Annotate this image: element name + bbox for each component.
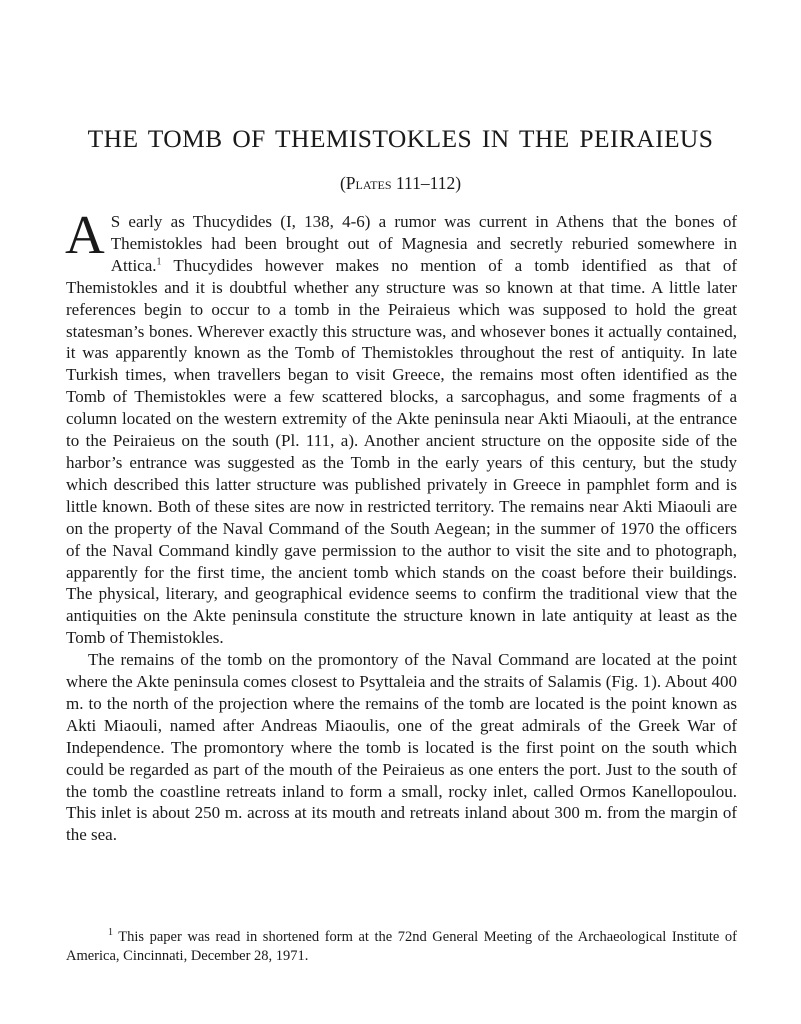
paragraph-1-text-b: Thucydides however makes no mention of a tomb identified as that of Themistokles and it is doubtful whether any structure was so known at that time. A little later references begin to occur to a tomb in the Peiraieus which was supposed to hold the great statesman’s bones. Wherever exactly this structure was, and whosever bones it actually contained, it was apparently known as the Tomb of Themistokles throughout the rest of antiquity. In late Turkish times, when travellers began to visit Greece, the remains most often identified as the Tomb of Themistokles were a few scattered blocks, a sarcophagus, and some fragments of a column located on the western extremity of the Akte peninsula near Akti Miaouli, at the entrance to the Peiraieus on the south (Pl. 111, a). Another ancient structure on the opposite side of the harbor’s entrance was suggested as the Tomb in the early years of this century, but the study which described this latter structure was published privately in Greece in pamphlet form and is little known. Both of these sites are now in restricted territory. The remains near Akti Miaouli are on the property of the Naval Command of the South Aegean; in the summer of 1970 the officers of the Naval Command kindly gave permission to the author to visit the site and to photograph, apparently for the first time, the ancient tomb which stands on the coast before their buildings. The physical, literary, and geographical evidence seems to confirm the traditional view that the antiquities on the Akte peninsula constitute the structure known in late antiquity at least as the Tomb of Themistokles.: [66, 255, 737, 648]
paragraph-1: [65, 204, 737, 649]
plates-open-paren: (: [339, 173, 346, 193]
drop-cap: A: [65, 204, 105, 265]
paragraph-2: The remains of the tomb on the promontory of the Naval Command are located at the point where the Akte peninsula comes closest to Psyttaleia and the straits of Salamis (Fig. 1). About 400 m. to the north of the projection where the remains of the tomb are located is the point known as Akti Miaouli, named after Andreas Miaoulis, one of the great admirals of the Greek War of Independence. The promontory where the tomb is located is the first point on the south which could be regarded as part of the mouth of the Peiraieus as one enters the port. Just to the south of the tomb the coastline retreats inland to form a small, rocky inlet, called Ormos Kanellopoulou. This inlet is about 250 m. across at its mouth and retreats inland about 300 m. from the margin of the sea.: [66, 650, 737, 845]
plates-reference: [0, 172, 801, 194]
plates-word: Plates: [345, 173, 392, 193]
footnote-marker: 1: [108, 927, 113, 939]
footnote-1: [66, 928, 737, 966]
paragraph-1-text-a: S early as Thucydides (I, 138, 4-6) a rumor was current in Athens that the bones of Themistokles had been brought out of Magnesia and secretly reburied somewhere in Attica.: [110, 212, 737, 275]
plates-numbers: 111–112): [391, 173, 462, 193]
article-title: THE TOMB OF THEMISTOKLES IN THE PEIRAIEUS: [87, 124, 714, 153]
article-body: [65, 204, 737, 846]
footnote-reference[interactable]: 1: [156, 256, 162, 268]
footnote-text: This paper was read in shortened form at the 72nd General Meeting of the Archaeological Institute of America, Cincinnati, December 28, 1971.: [66, 929, 737, 964]
